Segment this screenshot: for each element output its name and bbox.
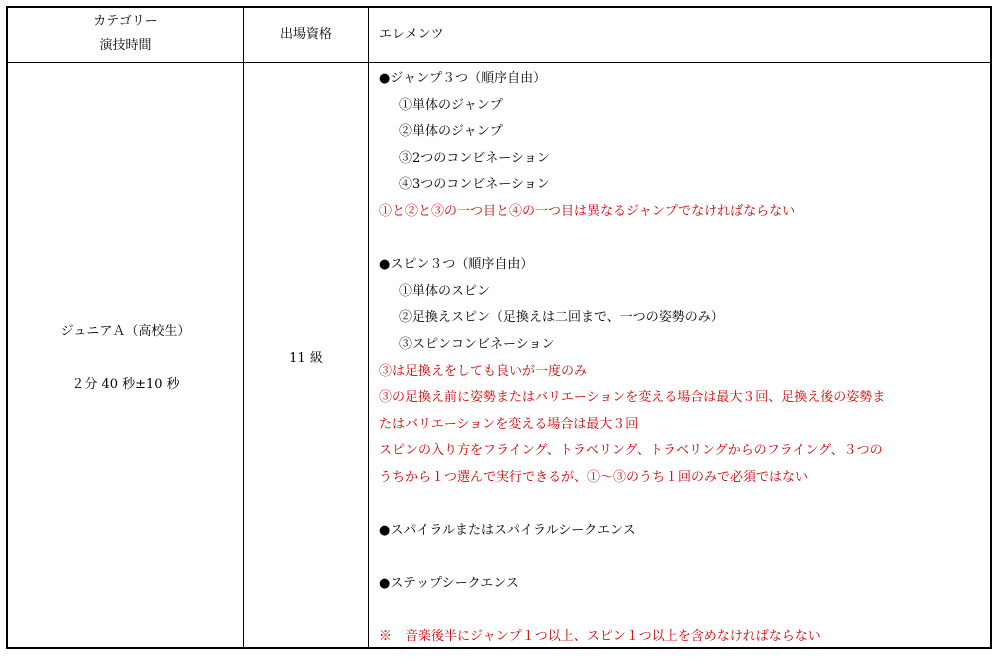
spiral-item: ●スパイラルまたはスパイラルシークエンス — [379, 523, 636, 539]
jump-item-2: ②単体のジャンプ — [399, 124, 503, 140]
header-category — [8, 10, 243, 58]
time-value: ２分 40 秒±10 秒 — [71, 377, 180, 392]
qualification-value: 11 級 — [289, 351, 323, 366]
jump-title: ●ジャンプ３つ（順序自由） — [379, 71, 547, 86]
spacer — [379, 492, 885, 519]
spacer — [379, 598, 885, 625]
jump-item-3: ③2つのコンビネーション — [399, 150, 550, 166]
category-value: ジュニアＡ（高校生） — [60, 324, 191, 339]
column-divider-1 — [243, 8, 244, 647]
column-divider-2 — [368, 8, 369, 647]
jump-item-1: ①単体のジャンプ — [399, 97, 503, 113]
final-note: ※ 音楽後半にジャンプ１つ以上、スピン１つ以上を含めなければならない — [379, 629, 821, 645]
header-elements: エレメンツ — [379, 27, 444, 42]
spacer — [379, 545, 885, 572]
spin-note-2b: たはバリエーションを変える場合は最大３回 — [379, 416, 639, 432]
spin-note-2a: ③の足換え前に姿勢またはバリエーションを変える場合は最大３回、足換え後の姿勢ま — [379, 390, 886, 406]
spin-item-1: ①単体のスピン — [399, 283, 491, 299]
spin-item-3: ③スピンコンビネーション — [399, 336, 555, 352]
header-category-label: カテゴリー — [93, 14, 158, 29]
spacer — [379, 226, 885, 253]
step-item: ●ステップシークエンス — [379, 576, 519, 592]
jump-note: ①と②と③の一つ目と④の一つ目は異なるジャンプでなければならない — [379, 203, 796, 219]
spin-note-3b: うちから１つ選んで実行できるが、①～③のうち１回のみで必須ではない — [379, 469, 809, 485]
spin-title: ●スピン３つ（順序自由） — [379, 257, 534, 273]
spin-item-2: ②足換えスピン（足換えは二回まで、一つの姿勢のみ） — [399, 310, 724, 326]
header-time-label: 演技時間 — [99, 38, 152, 53]
header-divider — [8, 62, 990, 63]
header-qualification: 出場資格 — [279, 27, 332, 42]
spin-note-3a: スピンの入り方をフライング、トラベリング、トラベリングからのフライング、３つの — [379, 443, 883, 459]
spin-note-1: ③は足換えをしても良いが一度のみ — [379, 363, 588, 379]
jump-item-4: ④3つのコンビネーション — [399, 177, 550, 193]
rules-table — [6, 6, 992, 649]
elements-list — [379, 66, 885, 651]
